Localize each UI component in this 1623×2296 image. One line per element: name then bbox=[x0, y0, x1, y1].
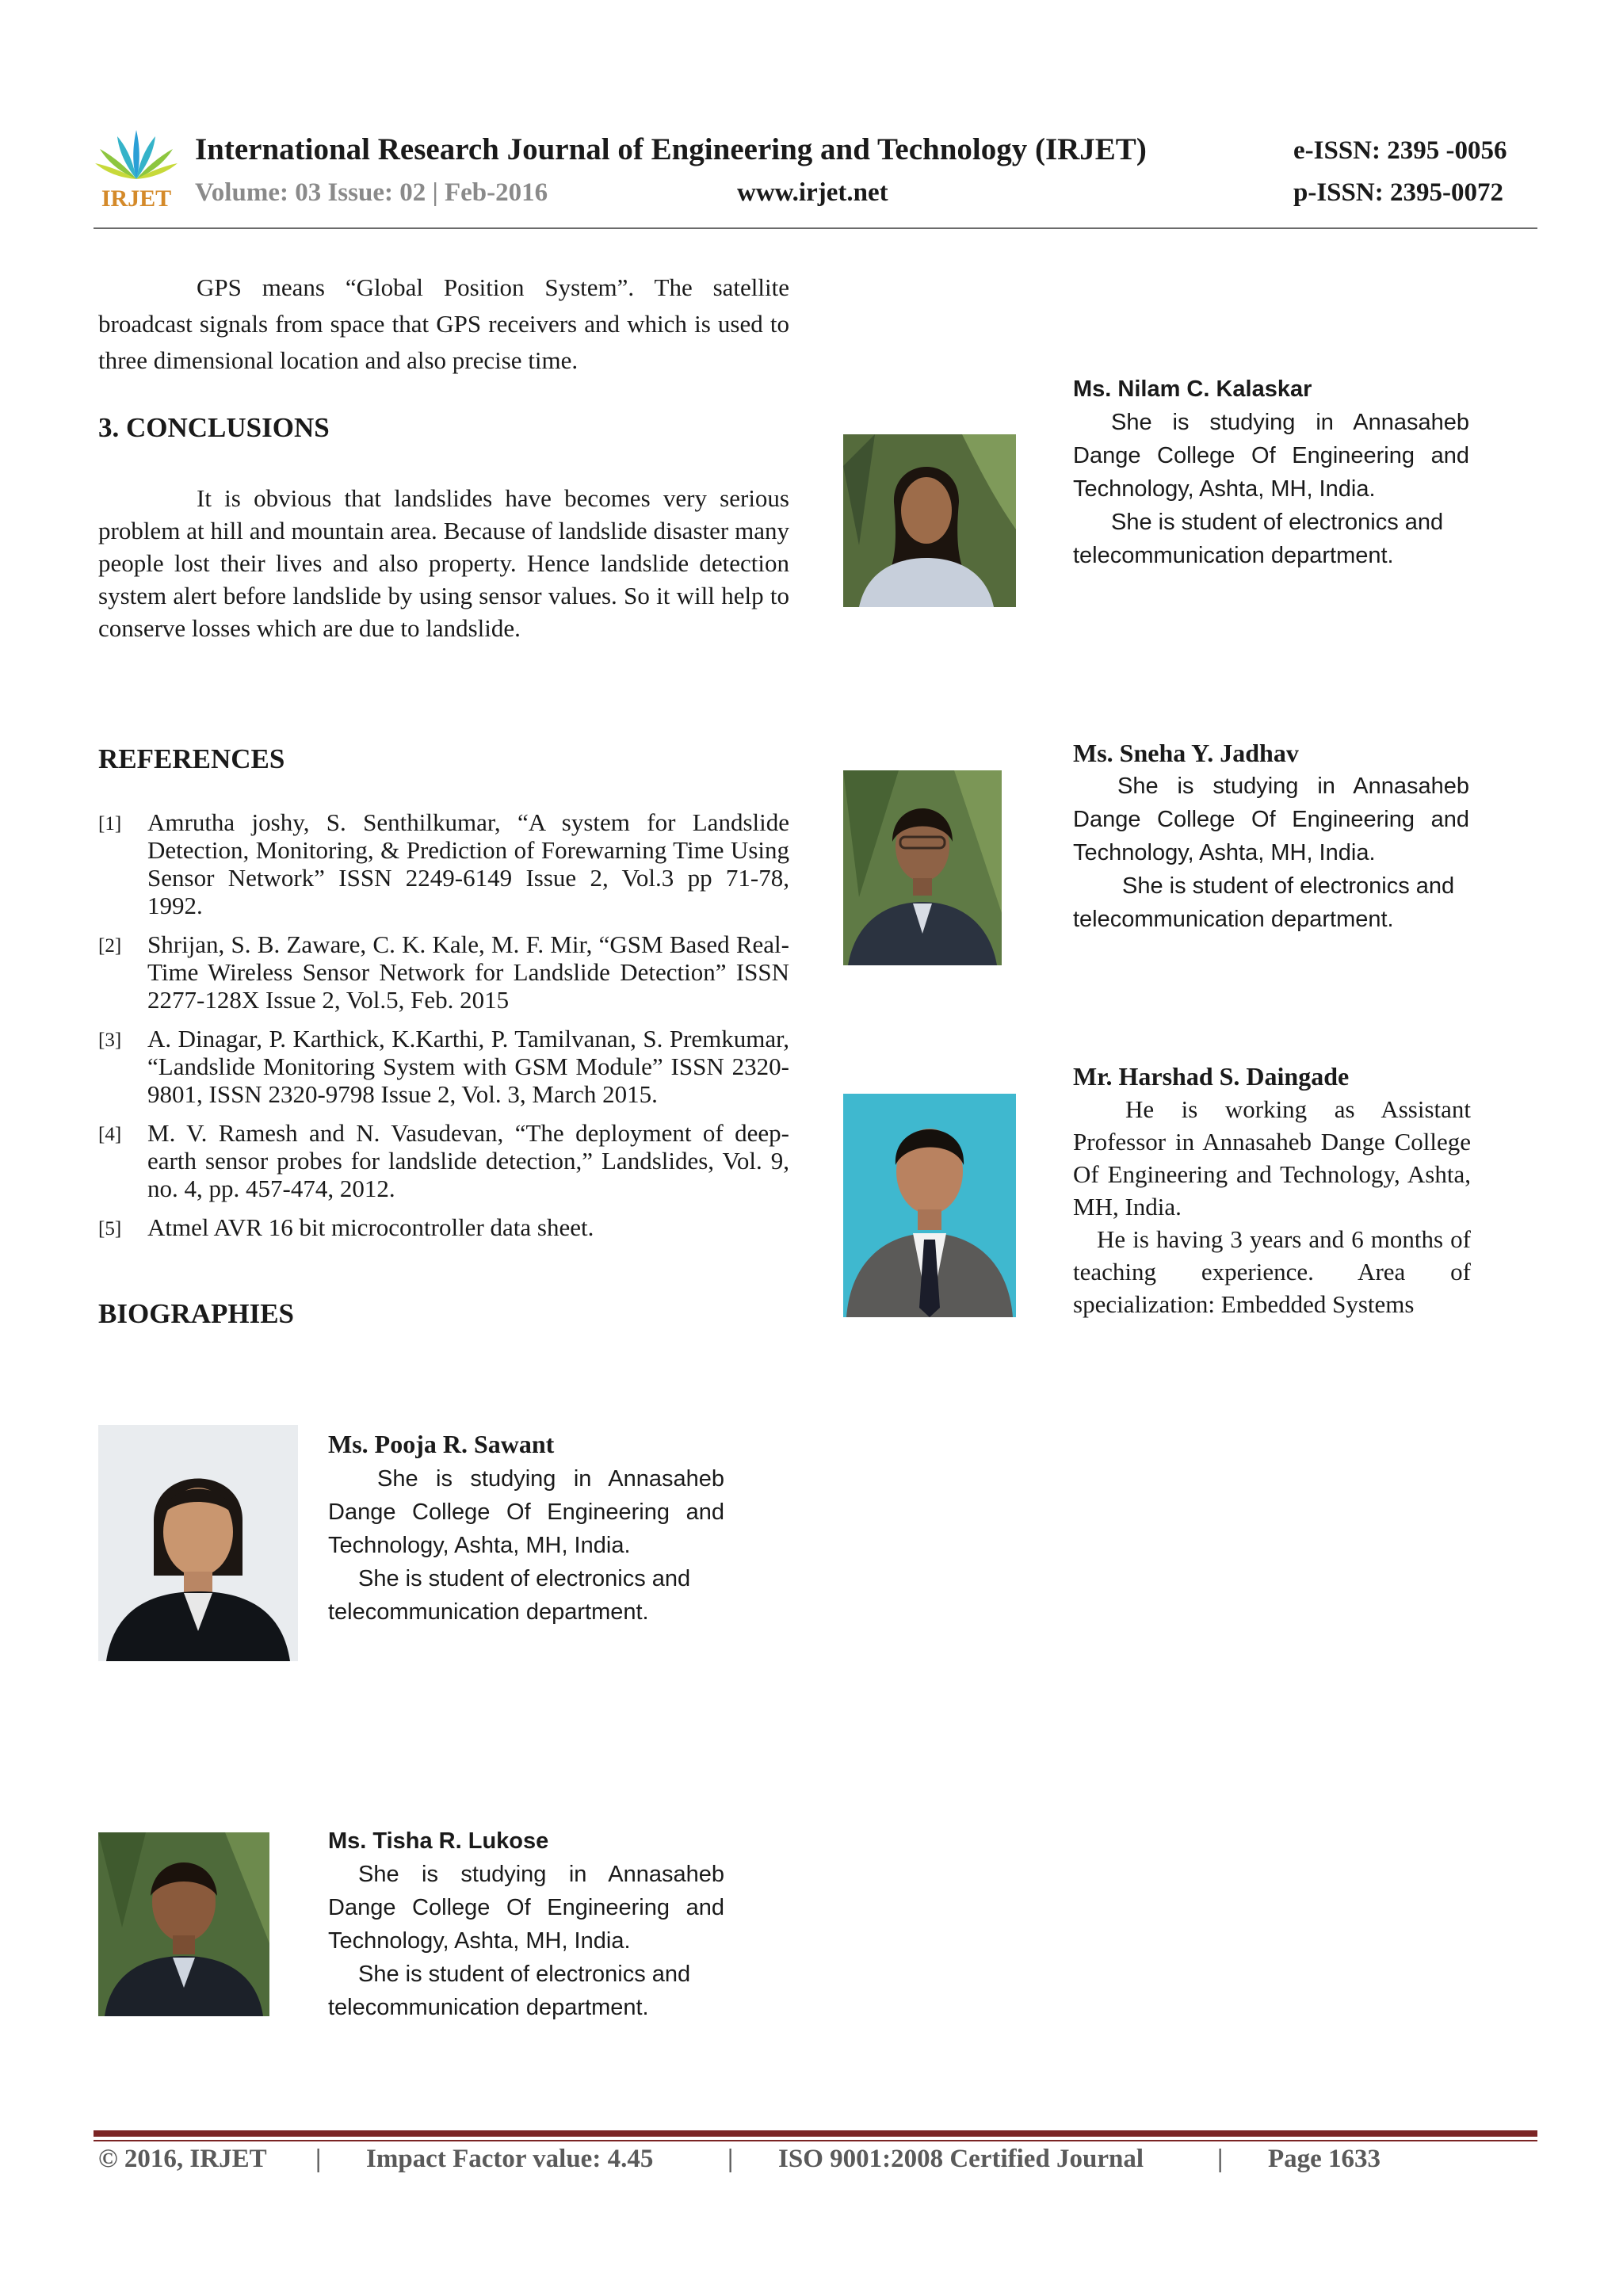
bio-name: Ms. Nilam C. Kalaskar bbox=[1073, 376, 1312, 402]
journal-title: International Research Journal of Engineering and Technology (IRJET) bbox=[195, 132, 1147, 166]
bio-text: He is having 3 years and 6 months of teaching experience. Area of specialization: Embedded Systems bbox=[1073, 1225, 1471, 1318]
bio-text: She is student of electronics and telecommunication department. bbox=[1073, 510, 1444, 568]
bio-text: She is studying in Annasaheb Dange College Of Engineering and Technology, Ashta, MH, India. bbox=[1073, 774, 1469, 865]
footer-impact-factor: Impact Factor value: 4.45 bbox=[366, 2145, 654, 2173]
reference-item bbox=[98, 930, 789, 1014]
header-rule bbox=[94, 227, 1537, 229]
bio-name: Ms. Tisha R. Lukose bbox=[328, 1828, 549, 1854]
reference-number: [5] bbox=[98, 1218, 122, 1240]
bio-harshad bbox=[1073, 1060, 1471, 1320]
reference-number: [3] bbox=[98, 1030, 122, 1051]
biographies-heading: BIOGRAPHIES bbox=[98, 1298, 294, 1329]
reference-number: [4] bbox=[98, 1124, 122, 1145]
bio-text: She is studying in Annasaheb Dange College Of Engineering and Technology, Ashta, MH, India. bbox=[328, 1862, 724, 1954]
references-list bbox=[98, 808, 789, 1252]
irjet-logo bbox=[94, 117, 179, 211]
bio-text: He is working as Assistant Professor in Annasaheb Dange College Of Engineering and Technology, Ashta, MH, India. bbox=[1073, 1095, 1471, 1221]
reference-text: M. V. Ramesh and N. Vasudevan, “The deployment of deep-earth sensor probes for landslide detection,” Landslides, Vol. 9, no. 4, pp. 457-474, 2012. bbox=[147, 1119, 789, 1202]
bio-nilam bbox=[1073, 372, 1469, 572]
footer-rule bbox=[94, 2130, 1537, 2137]
bio-text: She is student of electronics and telecommunication department. bbox=[328, 1962, 691, 2020]
gps-paragraph: GPS means “Global Position System”. The satellite broadcast signals from space that GPS receivers and which is used to three dimensional location and also precise time. bbox=[98, 273, 789, 374]
bio-sneha bbox=[1073, 737, 1469, 936]
references-heading: REFERENCES bbox=[98, 743, 285, 774]
logo-text: IRJET bbox=[101, 185, 172, 211]
bio-text: She is student of electronics and telecommunication department. bbox=[1073, 873, 1455, 932]
reference-number: [1] bbox=[98, 813, 122, 835]
reference-text: Amrutha joshy, S. Senthilkumar, “A system for Landslide Detection, Monitoring, & Prediction of Forewarning Time Using Sensor Network” ISSN 2249-6149 Issue 2, Vol.3 pp 71-78, 1992. bbox=[147, 808, 789, 919]
conclusions-paragraph: It is obvious that landslides have becomes very serious problem at hill and mountain area. Because of landslide disaster many people lost their lives and also property. Hence landslide detection system alert before landslide by using sensor values. So it will help to conserve losses which are due to landslide. bbox=[98, 484, 789, 642]
bio-name: Ms. Pooja R. Sawant bbox=[328, 1430, 555, 1458]
bio-text: She is student of electronics and telecommunication department. bbox=[328, 1566, 691, 1625]
footer-separator: | bbox=[727, 2145, 734, 2173]
author-photo-pooja bbox=[98, 1425, 298, 1661]
reference-text: A. Dinagar, P. Karthick, K.Karthi, P. Tamilvanan, S. Premkumar, “Landslide Monitoring System with GSM Module” ISSN 2320-9801, ISSN 2320-9798 Issue 2, Vol. 3, March 2015. bbox=[147, 1025, 789, 1108]
bio-name: Ms. Sneha Y. Jadhav bbox=[1073, 739, 1299, 767]
footer-page-number: Page 1633 bbox=[1268, 2145, 1381, 2173]
footer-separator: | bbox=[315, 2145, 322, 2173]
footer-rule-thin bbox=[94, 2140, 1537, 2141]
reference-number: [2] bbox=[98, 935, 122, 957]
volume-issue: Volume: 03 Issue: 02 | Feb-2016 bbox=[195, 178, 548, 207]
eissn: e-ISSN: 2395 -0056 bbox=[1293, 136, 1507, 165]
reference-item bbox=[98, 1213, 789, 1241]
author-photo-harshad bbox=[843, 1094, 1016, 1317]
conclusions-heading: 3. CONCLUSIONS bbox=[98, 412, 330, 443]
bio-name: Mr. Harshad S. Daingade bbox=[1073, 1062, 1350, 1091]
reference-item bbox=[98, 1025, 789, 1108]
footer-iso: ISO 9001:2008 Certified Journal bbox=[778, 2145, 1144, 2173]
footer-copyright: © 2016, IRJET bbox=[98, 2145, 267, 2173]
bio-text: She is studying in Annasaheb Dange College Of Engineering and Technology, Ashta, MH, India. bbox=[328, 1466, 724, 1558]
reference-text: Atmel AVR 16 bit microcontroller data sheet. bbox=[147, 1213, 594, 1241]
author-photo-nilam bbox=[843, 434, 1016, 607]
author-photo-sneha bbox=[843, 770, 1002, 965]
author-photo-tisha bbox=[98, 1832, 269, 2016]
bio-pooja bbox=[328, 1428, 724, 1629]
journal-website[interactable]: www.irjet.net bbox=[737, 178, 888, 207]
pissn: p-ISSN: 2395-0072 bbox=[1293, 178, 1503, 207]
footer-separator: | bbox=[1217, 2145, 1224, 2173]
reference-item bbox=[98, 1119, 789, 1202]
bio-text: She is studying in Annasaheb Dange College Of Engineering and Technology, Ashta, MH, India. bbox=[1073, 410, 1469, 502]
reference-text: Shrijan, S. B. Zaware, C. K. Kale, M. F. Mir, “GSM Based Real-Time Wireless Sensor Network for Landslide Detection” ISSN 2277-128X Issue 2, Vol.5, Feb. 2015 bbox=[147, 930, 789, 1014]
bio-tisha bbox=[328, 1824, 724, 2024]
reference-item bbox=[98, 808, 789, 919]
